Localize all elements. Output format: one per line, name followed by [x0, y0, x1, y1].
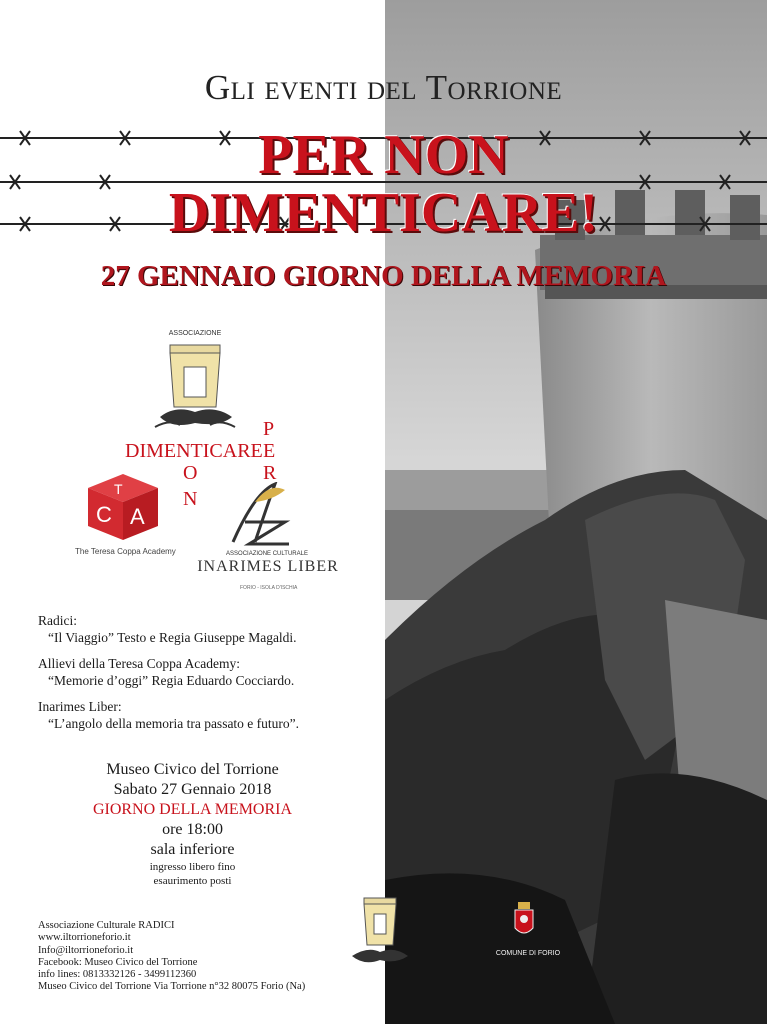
footer-facebook: Facebook: Museo Civico del Torrione	[38, 956, 198, 968]
main-title-line2: DIMENTICARE!	[168, 182, 599, 244]
footer-org: Associazione Culturale RADICI	[38, 920, 175, 931]
inarimes-location: FORIO - ISOLA D'ISCHIA	[240, 585, 298, 591]
event-series-title: Gli eventi del Torrione	[204, 68, 563, 107]
event-date: Sabato 27 Gennaio 2018	[113, 781, 272, 798]
event-entry-line2: esaurimento posti	[153, 875, 232, 887]
footer-website: www.iltorrioneforio.it	[38, 932, 131, 944]
footer-email: Info@iltorrioneforio.it	[38, 944, 134, 956]
comune-crest-icon	[512, 900, 536, 944]
footer-contacts	[38, 920, 368, 994]
dimenticare-logo: DIMENTICARE P E R O N	[125, 418, 277, 510]
subtitle-memoria: 27 GENNAIO GIORNO DELLA MEMORIA	[100, 260, 667, 292]
event-time: ore 18:00	[162, 821, 223, 838]
main-title-line1: PER NON	[258, 124, 509, 186]
credit-item: Radici: “Il Viaggio” Testo e Regia Giuseppe Magaldi.	[38, 613, 297, 645]
inarimes-assoc-label: ASSOCIAZIONE CULTURALE	[226, 551, 308, 557]
svg-text:C: C	[96, 502, 112, 527]
comune-label: COMUNE DI FORIO	[495, 950, 561, 957]
footer-phones: info lines: 0813332126 - 3499112360	[38, 969, 197, 981]
event-details	[0, 760, 385, 888]
event-entry-line1: ingresso libero fino	[149, 861, 236, 873]
event-room: sala inferiore	[150, 841, 235, 858]
credit-item: Allievi della Teresa Coppa Academy: “Memorie d’oggi” Regia Eduardo Cocciardo.	[38, 656, 295, 688]
event-venue: Museo Civico del Torrione	[106, 761, 279, 778]
radici-logo-label: ASSOCIAZIONE	[168, 330, 222, 337]
tca-cube-logo	[86, 472, 160, 542]
svg-text:T: T	[114, 481, 123, 497]
tca-label: The Teresa Coppa Academy	[75, 547, 176, 556]
svg-text:A: A	[130, 504, 145, 529]
dimenticare-text: DIMENTICARE	[125, 440, 263, 462]
credits-list	[38, 612, 378, 741]
footer-address: Museo Civico del Torrione Via Torrione n°32 80075 Forio (Na)	[38, 981, 306, 993]
radici-footer-logo	[340, 890, 420, 970]
event-occasion: GIORNO DELLA MEMORIA	[92, 801, 293, 818]
credit-item: Inarimes Liber: “L’angolo della memoria tra passato e futuro”.	[38, 699, 300, 731]
inarimes-name: INARIMES LIBER	[197, 558, 339, 575]
inarimes-liber-logo	[225, 482, 295, 550]
